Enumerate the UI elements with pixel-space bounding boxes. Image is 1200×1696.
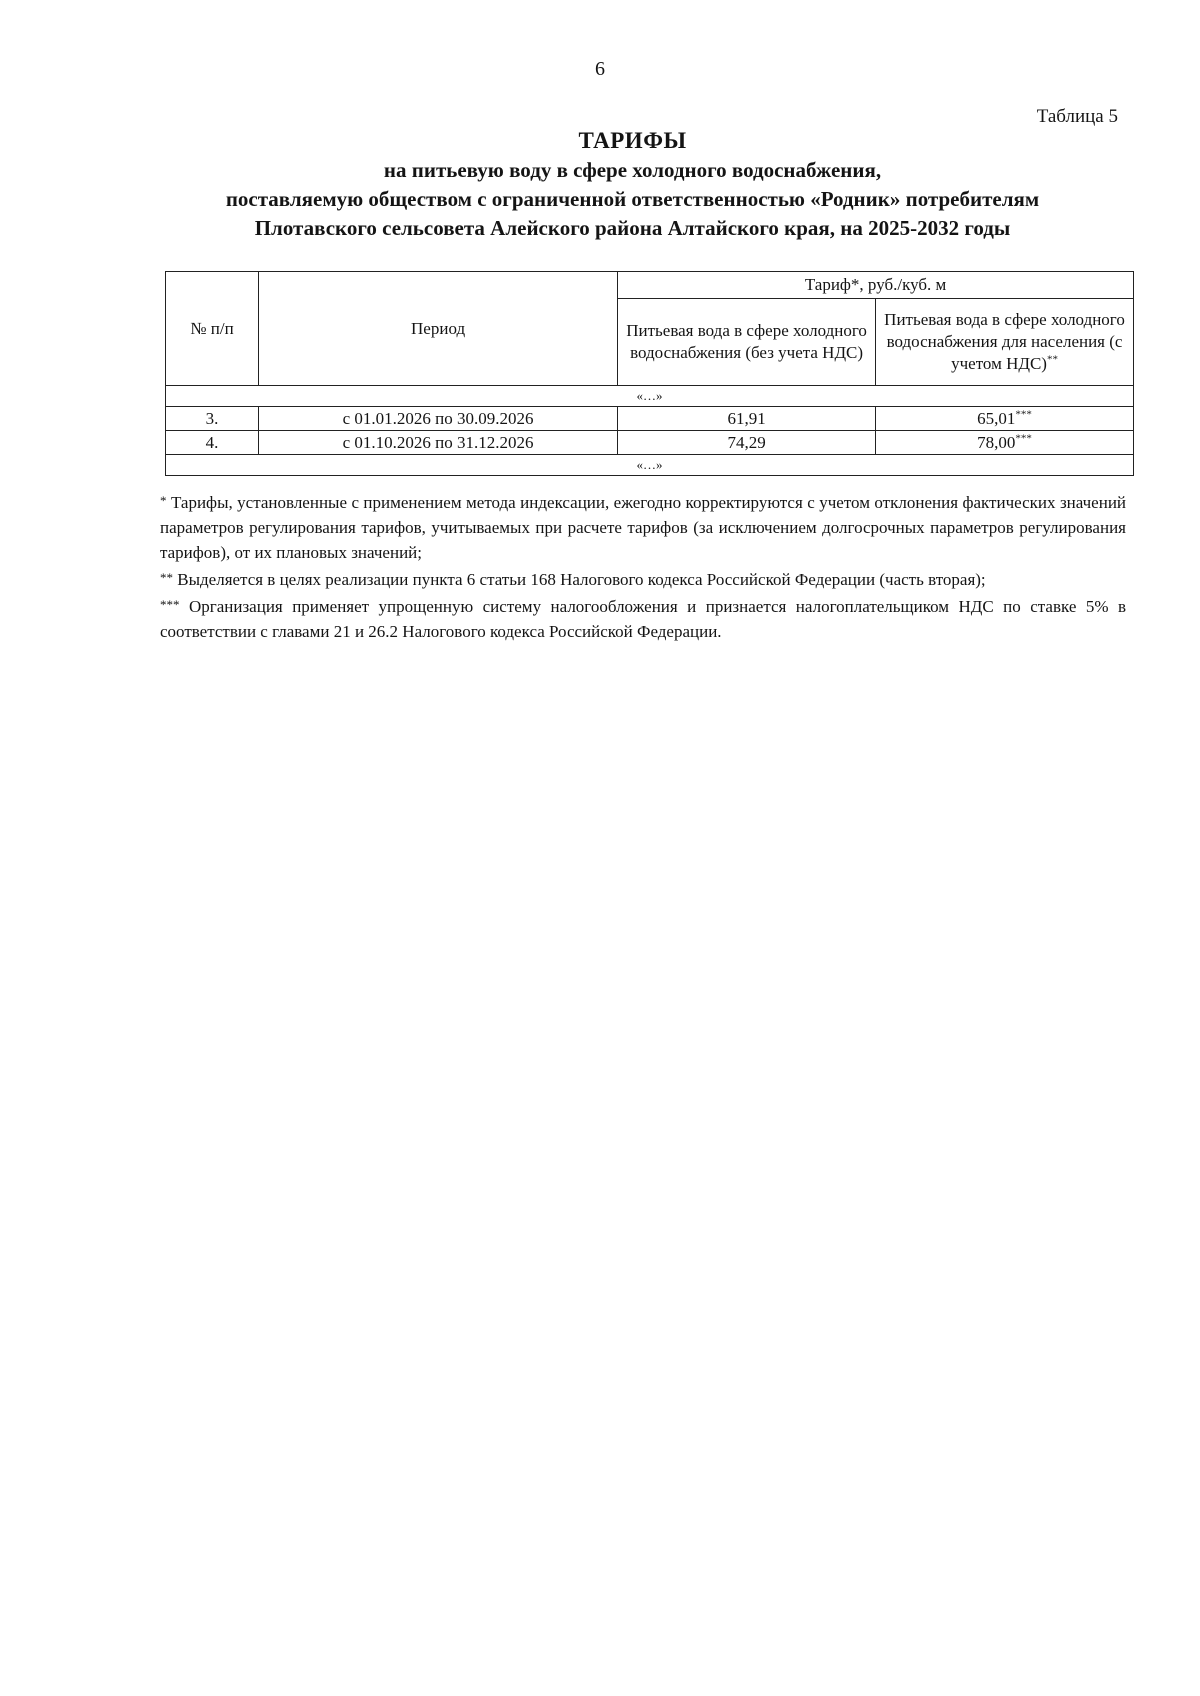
table-label: Таблица 5 xyxy=(1036,106,1118,127)
title-line-3: Плотавского сельсовета Алейского района Алтайского края, на 2025-2032 годы xyxy=(254,216,1011,240)
footnote-text: Организация применяет упрощенную систему налогообложения и признается налогоплательщиком НДС по ставке 5% в соответствии с главами 21 и 26.2 Налогового кодекса Российской Федерации. xyxy=(160,597,1126,641)
row-value-b: 78,00 xyxy=(977,432,1016,452)
title-line-2: поставляемую обществом с ограниченной ответственностью «Родник» потребителям xyxy=(225,187,1040,211)
tariff-table xyxy=(165,271,1134,476)
header-row xyxy=(166,272,1134,299)
row-value-a: 74,29 xyxy=(618,431,876,455)
footnote-mark: * xyxy=(160,493,167,508)
header-period: Период xyxy=(259,272,618,386)
table-row xyxy=(166,431,1134,455)
ellipsis-top: «…» xyxy=(166,386,1134,407)
header-col-b xyxy=(876,299,1134,386)
title-line-1: на питьевую воду в сфере холодного водоснабжения, xyxy=(383,158,882,182)
footnote-text: Тарифы, установленные с применением метода индексации, ежегодно корректируются с учетом отклонения фактических значений параметров регулирования тарифов, учитываемых при расчете тарифов (за исключением долгосрочных параметров регулирования тарифов), от их плановых значений; xyxy=(160,493,1127,562)
row-period: с 01.10.2026 по 31.12.2026 xyxy=(259,431,618,455)
ellipsis-row xyxy=(166,455,1134,476)
header-num: № п/п xyxy=(166,272,259,386)
document-title xyxy=(140,126,1125,243)
footnote-mark: *** xyxy=(160,597,180,612)
table-row xyxy=(166,407,1134,431)
row-value-b: 65,01 xyxy=(977,408,1016,428)
row-value-b-cell xyxy=(876,407,1134,431)
row-period: с 01.01.2026 по 30.09.2026 xyxy=(259,407,618,431)
row-num: 4. xyxy=(166,431,259,455)
row-num: 3. xyxy=(166,407,259,431)
footnote-2 xyxy=(160,565,1126,592)
row-value-a: 61,91 xyxy=(618,407,876,431)
footnote-mark: ** xyxy=(160,570,173,585)
row-value-b-mark: *** xyxy=(1015,407,1032,420)
row-value-b-cell xyxy=(876,431,1134,455)
page-number: 6 xyxy=(595,58,605,80)
header-col-a: Питьевая вода в сфере холодного водоснабжения (без учета НДС) xyxy=(618,299,876,386)
row-value-b-mark: *** xyxy=(1015,431,1032,444)
ellipsis-bottom: «…» xyxy=(166,455,1134,476)
footnote-1 xyxy=(160,488,1126,565)
title-main: ТАРИФЫ xyxy=(578,128,687,153)
ellipsis-row xyxy=(166,386,1134,407)
header-col-b-mark: ** xyxy=(1046,353,1058,366)
footnote-3 xyxy=(160,592,1126,644)
header-col-b-text: Питьевая вода в сфере холодного водоснабжения для населения (с учетом НДС) xyxy=(884,310,1125,373)
footnote-text: Выделяется в целях реализации пункта 6 статьи 168 Налогового кодекса Российской Федерации (часть вторая); xyxy=(177,570,986,589)
footnotes xyxy=(160,488,1126,644)
header-tariff-group: Тариф*, руб./куб. м xyxy=(618,272,1134,299)
